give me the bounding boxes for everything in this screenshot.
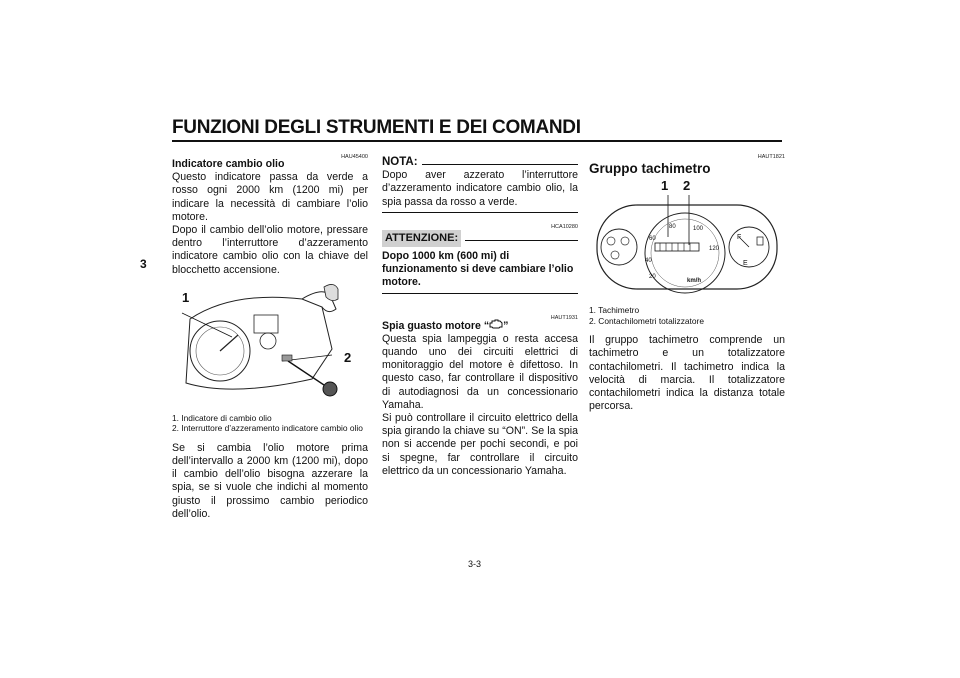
caption-item: 1. Tachimetro xyxy=(589,305,640,316)
callout-1: 1 xyxy=(661,178,669,194)
subhead-text: ” xyxy=(503,319,509,332)
gauge-label: 60 xyxy=(649,236,656,243)
paragraph: Questa spia lampeggia o resta accesa quando uno dei circuiti elettrici di monitoraggio del motore è difettoso. In questo caso, far controllare il dispositivo di autodiagnosi da un concessionario Yamaha. xyxy=(382,332,578,411)
gauge-label: 20 xyxy=(649,274,656,281)
gauge-label: 100 xyxy=(693,226,704,233)
note-end-rule xyxy=(382,212,578,213)
paragraph: Questo indicatore passa da verde a rosso ogni 2000 km (1200 mi) per indicare la necessità di cambiare l’olio motore. xyxy=(172,171,368,223)
paragraph: Si può controllare il circuito elettrico della spia girando la chiave su “ON”. Se la spia non si accende per pochi secondi, e poi si spegne, far controllare il circuito elettrico da un concessionario Yamaha. xyxy=(382,412,578,477)
column-1 xyxy=(172,151,368,521)
callout-2: 2 xyxy=(344,349,352,365)
gauge-label: 120 xyxy=(709,246,720,253)
page-header-title: FUNZIONI DEGLI STRUMENTI E DEI COMANDI xyxy=(172,117,581,138)
paragraph: Il gruppo tachimetro comprende un tachimetro e un totalizzatore contachilometri. Il tachimetro indica la velocità di marcia. Il totalizzatore contachilometri indica la distanza totale percorsa. xyxy=(589,334,785,413)
gauge-label: 40 xyxy=(645,258,652,265)
paragraph: Se si cambia l’olio motore prima dell’intervallo a 2000 km (1200 mi), dopo il cambio dell’olio bisogna azzerare la spia, se si vuole che indichi al momento giusto il prossimo cambio periodico dell’olio. xyxy=(172,441,368,520)
paragraph: Dopo il cambio dell’olio motore, pressare dentro l’interruttore d’azzeramento indicatore cambio olio con la chiave del blocchetto accensione. xyxy=(172,224,368,276)
figure-captions xyxy=(172,413,368,434)
column-3 xyxy=(589,151,785,413)
section-code: HAUT1821 xyxy=(757,154,785,160)
subhead-oil-indicator: Indicatore cambio olio xyxy=(172,158,285,170)
section-heading: Gruppo tachimetro xyxy=(589,161,711,176)
subhead-text: Spia guasto motore “ xyxy=(382,319,490,332)
engine-icon xyxy=(489,319,503,329)
column-2 xyxy=(382,156,578,478)
attention-end-rule xyxy=(382,293,578,294)
callout-1: 1 xyxy=(182,289,190,305)
dashboard-illustration xyxy=(172,279,368,407)
section-code: HAUT1931 xyxy=(550,314,578,321)
note-rule xyxy=(422,164,578,165)
attention-header xyxy=(382,230,578,247)
fuel-label: E xyxy=(743,260,748,268)
chapter-number: 3 xyxy=(140,257,147,271)
callout-2: 2 xyxy=(683,178,691,194)
fuel-label: F xyxy=(737,234,742,242)
caption-item: 1. Indicatore di cambio olio xyxy=(172,412,272,423)
speedometer-figure xyxy=(589,175,785,297)
section-code: HCA10280 xyxy=(551,223,578,230)
gauge-label: 80 xyxy=(669,224,676,231)
page-number: 3-3 xyxy=(468,559,482,569)
section-code: HAU45400 xyxy=(341,154,368,160)
note-title: NOTA: xyxy=(382,156,418,168)
attention-label: ATTENZIONE: xyxy=(382,230,461,247)
note-text: Dopo aver azzerato l’interruttore d’azzeramento indicatore cambio olio, la spia passa da rosso a verde. xyxy=(382,169,578,208)
header-rule xyxy=(172,140,782,142)
note-header xyxy=(382,156,578,169)
attention-text: Dopo 1000 km (600 mi) di funzionamento si deve cambiare l’olio motore. xyxy=(382,250,574,289)
oil-indicator-figure xyxy=(172,279,368,407)
figure-captions xyxy=(589,305,785,326)
caption-item: 2. Interruttore d’azzeramento indicatore cambio olio xyxy=(172,423,363,434)
gauge-unit: km/h xyxy=(687,278,702,285)
caption-item: 2. Contachilometri totalizzatore xyxy=(589,315,704,326)
subhead-engine-warning xyxy=(382,319,578,333)
attention-rule xyxy=(465,240,578,241)
